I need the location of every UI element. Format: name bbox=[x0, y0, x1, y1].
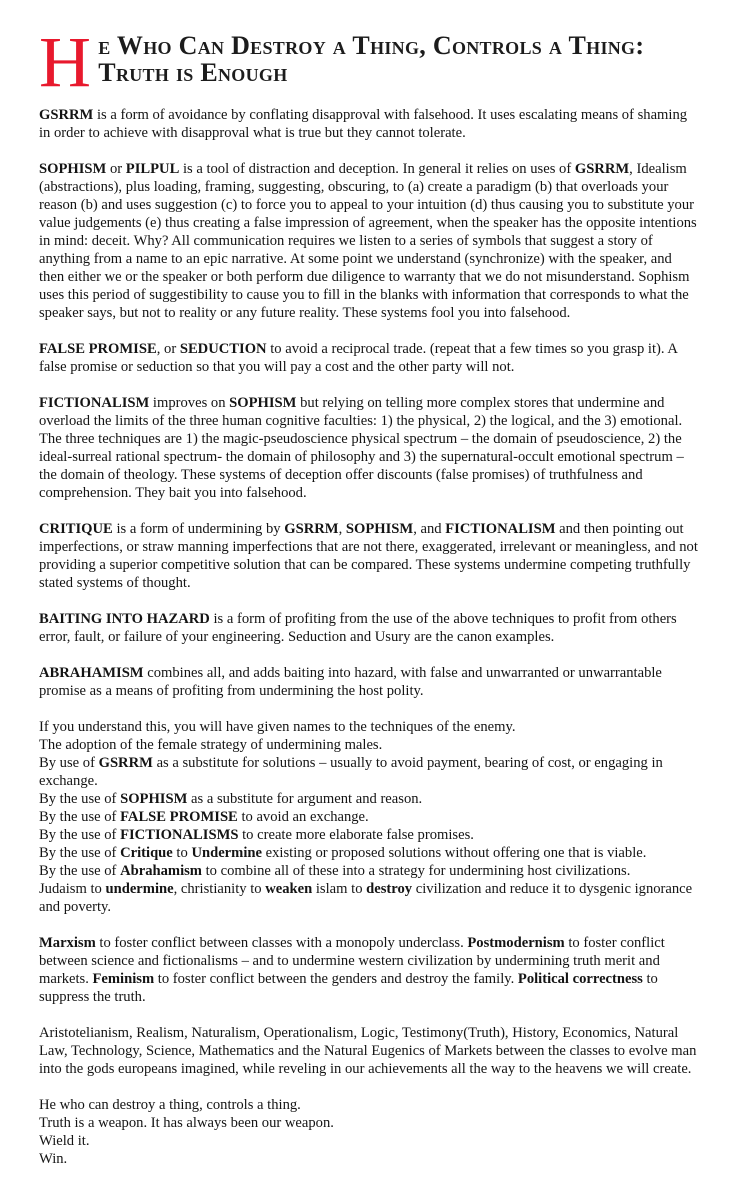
text-segment: He who can destroy a thing, controls a thing. bbox=[39, 1097, 301, 1113]
bold-term: SOPHISM bbox=[39, 161, 107, 177]
text-segment: to foster conflict between science and fictionalisms – and to undermine western civilization by undermining truth merit and markets. bbox=[39, 935, 665, 987]
paragraph bbox=[39, 340, 699, 376]
paragraph bbox=[39, 1024, 699, 1078]
bold-term: SOPHISM bbox=[120, 791, 188, 807]
text-line bbox=[39, 844, 699, 862]
bold-term: SOPHISM bbox=[345, 521, 414, 537]
text-segment: combines all, and adds baiting into hazard, with false and unwarranted or unwarrantable promise as a means of profiting from undermining the host polity. bbox=[39, 665, 662, 699]
text-segment: By the use of bbox=[39, 809, 121, 825]
page-title bbox=[39, 22, 699, 102]
text-segment: Judaism to bbox=[39, 881, 106, 897]
text-line bbox=[39, 1132, 699, 1150]
text-segment: Win. bbox=[39, 1151, 68, 1167]
bold-term: GSRRM bbox=[39, 107, 94, 123]
text-line bbox=[39, 934, 699, 1006]
text-segment: improves on bbox=[149, 395, 230, 411]
text-segment: By the use of bbox=[39, 863, 121, 879]
text-segment: is a tool of distraction and deception. In general it relies on uses of bbox=[179, 161, 575, 177]
paragraph bbox=[39, 106, 699, 142]
bold-term: PILPUL bbox=[125, 161, 180, 177]
dropcap-letter: H bbox=[39, 22, 92, 102]
bold-term: Marxism bbox=[39, 935, 96, 951]
paragraph bbox=[39, 394, 699, 502]
text-segment: to create more elaborate false promises. bbox=[238, 827, 474, 843]
text-line bbox=[39, 736, 699, 754]
bold-term: Postmodernism bbox=[467, 935, 565, 951]
text-segment: existing or proposed solutions without offering one that is viable. bbox=[261, 845, 647, 861]
text-line bbox=[39, 610, 699, 646]
bold-term: Political correctness bbox=[517, 971, 643, 987]
text-segment: By use of bbox=[39, 755, 99, 771]
text-line bbox=[39, 718, 699, 736]
bold-term: GSRRM bbox=[574, 161, 630, 177]
page-title-text: e Who Can Destroy a Thing, Controls a Thing: Truth is Enough bbox=[98, 31, 645, 87]
text-segment: , Idealism (abstractions), plus loading, framing, suggesting, obscuring, to (a) create a paradigm (b) that overloads your reason (b) and uses suggestion (c) to force you to appeal to your intuition (d) thus causing you to substitute your value judgements (e) thus creating a false impression of agreement, when the speaker has the opposite intentions in mind: deceit. Why? All communication requires we listen to a series of symbols that suggest a story of anything from a name to an epic narrative. At some point we understand (synchronize) with the speaker, and then either we or the speaker or both perform due diligence to warranty that we do not misunderstand. Sophism uses this period of suggestibility to cause you to fill in the blanks with information that corresponds to what the speaker says, but not to reality or any future reality. These systems fool you into falsehood. bbox=[39, 161, 697, 321]
bold-term: FALSE PROMISE bbox=[39, 341, 157, 357]
text-line bbox=[39, 790, 699, 808]
text-segment: Truth is a weapon. It has always been our weapon. bbox=[39, 1115, 334, 1131]
text-segment: and then pointing out imperfections, or straw manning imperfections that are not there, exaggerated, irrelevant or meaningless, and not providing a superior competitive solution that can be compared. These systems undermine competing truthfully stated systems of thought. bbox=[39, 521, 698, 591]
text-line bbox=[39, 160, 699, 322]
text-segment: By the use of bbox=[39, 791, 121, 807]
text-line bbox=[39, 862, 699, 880]
text-segment: , or bbox=[156, 341, 180, 357]
bold-term: weaken bbox=[265, 881, 313, 897]
text-line bbox=[39, 1024, 699, 1078]
text-segment: The adoption of the female strategy of undermining males. bbox=[39, 737, 383, 753]
text-segment: to avoid a reciprocal trade. (repeat that a few times so you grasp it). A false promise or seduction so that you will pay a cost and the other party will not. bbox=[39, 341, 678, 375]
text-segment: or bbox=[106, 161, 126, 177]
text-segment: civilization and reduce it to dysgenic ignorance and poverty. bbox=[39, 881, 693, 915]
text-segment: , and bbox=[413, 521, 446, 537]
bold-term: SEDUCTION bbox=[179, 341, 267, 357]
text-segment: to suppress the truth. bbox=[39, 971, 658, 1005]
text-segment: to foster conflict between the genders and destroy the family. bbox=[154, 971, 518, 987]
text-line bbox=[39, 1096, 699, 1114]
text-line bbox=[39, 826, 699, 844]
bold-term: GSRRM bbox=[284, 521, 339, 537]
text-segment: Wield it. bbox=[39, 1133, 90, 1149]
bold-term: BAITING INTO HAZARD bbox=[39, 611, 210, 627]
text-line bbox=[39, 664, 699, 700]
paragraph bbox=[39, 520, 699, 592]
paragraph bbox=[39, 610, 699, 646]
bold-term: Undermine bbox=[191, 845, 262, 861]
bold-term: Feminism bbox=[92, 971, 155, 987]
text-line bbox=[39, 520, 699, 592]
bold-term: SOPHISM bbox=[229, 395, 297, 411]
text-line bbox=[39, 1150, 699, 1168]
text-line bbox=[39, 754, 699, 790]
text-line bbox=[39, 1114, 699, 1132]
text-segment: islam to bbox=[312, 881, 367, 897]
text-segment: as a substitute for argument and reason. bbox=[187, 791, 423, 807]
bold-term: FICTIONALISM bbox=[445, 521, 556, 537]
text-segment: is a form of profiting from the use of the above techniques to profit from others error, fault, or failure of your engineering. Seduction and Usury are the canon examples. bbox=[39, 611, 677, 645]
bold-term: GSRRM bbox=[98, 755, 153, 771]
bold-term: CRITIQUE bbox=[39, 521, 113, 537]
text-segment: is a form of undermining by bbox=[112, 521, 285, 537]
text-segment: By the use of bbox=[39, 827, 121, 843]
text-line bbox=[39, 340, 699, 376]
text-segment: to avoid an exchange. bbox=[237, 809, 369, 825]
text-line bbox=[39, 106, 699, 142]
paragraph bbox=[39, 160, 699, 322]
text-line bbox=[39, 394, 699, 502]
text-segment: Aristotelianism, Realism, Naturalism, Operationalism, Logic, Testimony(Truth), History, Economics, Natural Law, Technology, Science, Mathematics and the Natural Eugenics of Markets between the classes to evolve man into the gods europeans imagined, while reveling in our achievements all the way to the heavens we will create. bbox=[39, 1025, 697, 1077]
text-segment: to bbox=[172, 845, 192, 861]
text-segment: , bbox=[338, 521, 346, 537]
bold-term: destroy bbox=[366, 881, 413, 897]
text-segment: is a form of avoidance by conflating disapproval with falsehood. It uses escalating means of shaming in order to achieve with disapproval what is true but they cannot tolerate. bbox=[39, 107, 688, 141]
text-segment: as a substitute for solutions – usually to avoid payment, bearing of cost, or engaging in exchange. bbox=[39, 755, 663, 789]
bold-term: Critique bbox=[120, 845, 173, 861]
bold-term: FALSE PROMISE bbox=[120, 809, 238, 825]
bold-term: Abrahamism bbox=[120, 863, 202, 879]
paragraph bbox=[39, 664, 699, 700]
document-body bbox=[39, 106, 699, 1168]
bold-term: FICTIONALISMS bbox=[120, 827, 239, 843]
text-segment: If you understand this, you will have given names to the techniques of the enemy. bbox=[39, 719, 516, 735]
text-line bbox=[39, 808, 699, 826]
bold-term: FICTIONALISM bbox=[39, 395, 150, 411]
text-segment: , christianity to bbox=[173, 881, 266, 897]
paragraph bbox=[39, 934, 699, 1006]
text-segment: By the use of bbox=[39, 845, 121, 861]
text-segment: to foster conflict between classes with a monopoly underclass. bbox=[95, 935, 468, 951]
text-segment: but relying on telling more complex stores that undermine and overload the limits of the three human cognitive faculties: 1) the physical, 2) the logical, and the 3) emotional. The three techniques are 1) the magic-pseudoscience physical spectrum – the domain of pseudoscience, 2) the ideal-surreal rational spectrum- the domain of philosophy and 3) the supernatural-occult emotional spectrum – the domain of theology. These systems of deception offer discounts (false promises) of truthfulness and comprehension. They bait you into falsehood. bbox=[39, 395, 684, 501]
paragraph bbox=[39, 718, 699, 916]
text-line bbox=[39, 880, 699, 916]
bold-term: undermine bbox=[105, 881, 174, 897]
paragraph bbox=[39, 1096, 699, 1168]
text-segment: to combine all of these into a strategy for undermining host civilizations. bbox=[201, 863, 631, 879]
bold-term: ABRAHAMISM bbox=[39, 665, 144, 681]
